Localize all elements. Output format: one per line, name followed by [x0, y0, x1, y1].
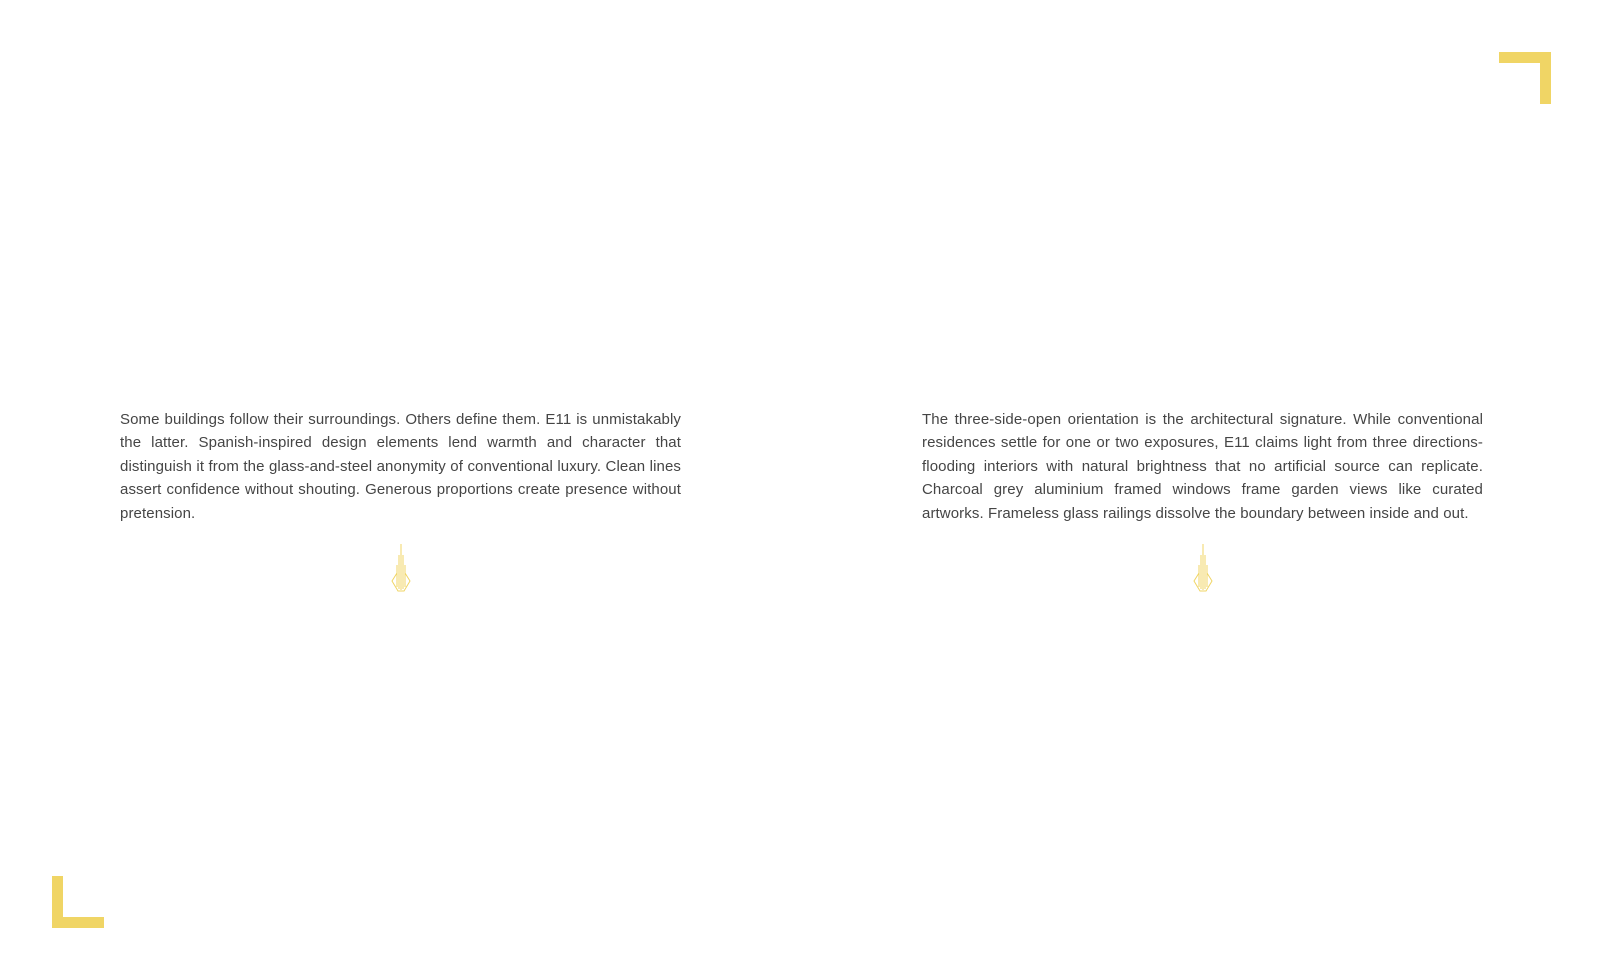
left-text-column [120, 408, 681, 593]
tower-ornament-icon [1192, 543, 1214, 593]
tower-ornament-icon [390, 543, 412, 593]
left-paragraph: Some buildings follow their surroundings. Others define them. E11 is unmistakably the latter. Spanish-inspired design elements lend warmth and character that distinguish it from the glass-and-steel anonymity of conventional luxury. Clean lines assert confidence without shouting. Generous proportions create presence without pretension. [120, 411, 681, 522]
corner-bracket-top-right [1499, 52, 1551, 104]
right-paragraph: The three-side-open orientation is the architectural signature. While conventional residences settle for one or two exposures, E11 claims light from three directions-flooding interiors with natural brightness that no artificial source can replicate. Charcoal grey aluminium framed windows frame garden views like curated artworks. Frameless glass railings dissolve the boundary between inside and out. [922, 411, 1483, 522]
right-text-column [922, 408, 1483, 593]
corner-bracket-bottom-left [52, 876, 104, 928]
